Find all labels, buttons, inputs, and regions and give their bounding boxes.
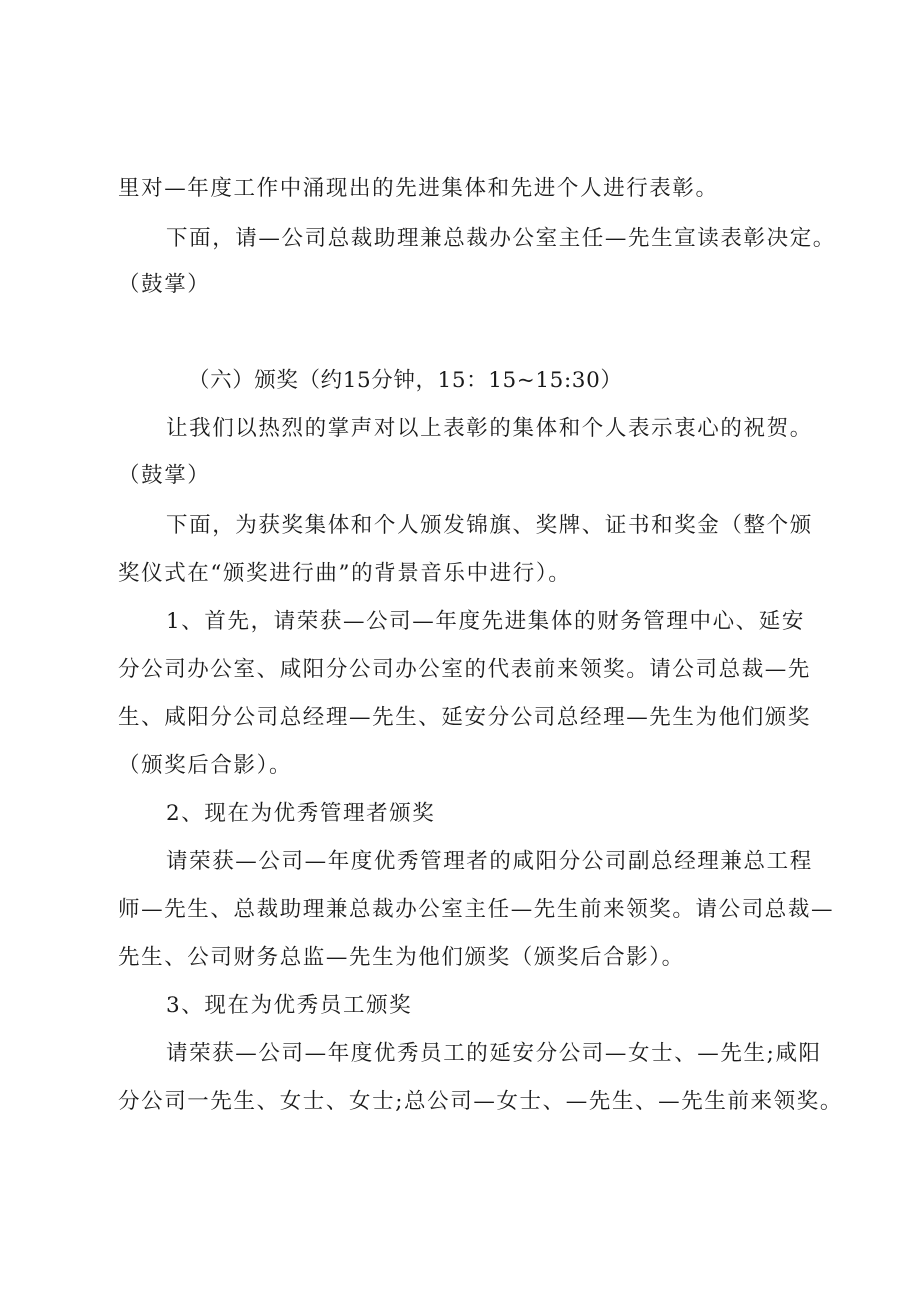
text-line-12: （颁奖后合影）。 xyxy=(118,753,293,778)
text-line-6: （鼓掌） xyxy=(118,463,211,488)
text-line-10: 分公司办公室、咸阳分公司办公室的代表前来领奖。请公司总裁—先 xyxy=(118,657,812,682)
text-line-19: 分公司一先生、女士、女士;总公司—女士、—先生、—先生前来领奖。 xyxy=(118,1089,843,1114)
text-line-1: 里对—年度工作中涌现出的先进集体和先进个人进行表彰。 xyxy=(118,176,719,201)
text-line-3: （鼓掌） xyxy=(118,272,211,297)
text-line-17: 3、现在为优秀员工颁奖 xyxy=(166,993,413,1018)
text-line-9: 1、首先，请荣获—公司—年度先进集体的财务管理中心、延安 xyxy=(166,609,805,634)
text-line-11: 生、咸阳分公司总经理—先生、延安分公司总经理—先生为他们颁奖 xyxy=(118,705,812,730)
text-line-5: 让我们以热烈的掌声对以上表彰的集体和个人表示衷心的祝贺。 xyxy=(166,416,813,441)
section-heading-award: （六）颁奖（约15分钟，15：15~15:30） xyxy=(188,368,623,393)
text-line-2: 下面，请—公司总裁助理兼总裁办公室主任—先生宣读表彰决定。 xyxy=(166,226,836,251)
text-line-13: 2、现在为优秀管理者颁奖 xyxy=(166,801,436,826)
text-line-18: 请荣获—公司—年度优秀员工的延安分公司—女士、—先生;咸阳 xyxy=(166,1041,822,1066)
text-line-16: 先生、公司财务总监—先生为他们颁奖（颁奖后合影）。 xyxy=(118,945,685,970)
text-line-15: 师—先生、总裁助理兼总裁办公室主任—先生前来领奖。请公司总裁— xyxy=(118,897,835,922)
text-line-8: 奖仪式在“颁奖进行曲”的背景音乐中进行）。 xyxy=(118,561,572,586)
text-line-14: 请荣获—公司—年度优秀管理者的咸阳分公司副总经理兼总工程 xyxy=(166,849,813,874)
text-line-7: 下面，为获奖集体和个人颁发锦旗、奖牌、证书和奖金（整个颁 xyxy=(166,513,813,538)
